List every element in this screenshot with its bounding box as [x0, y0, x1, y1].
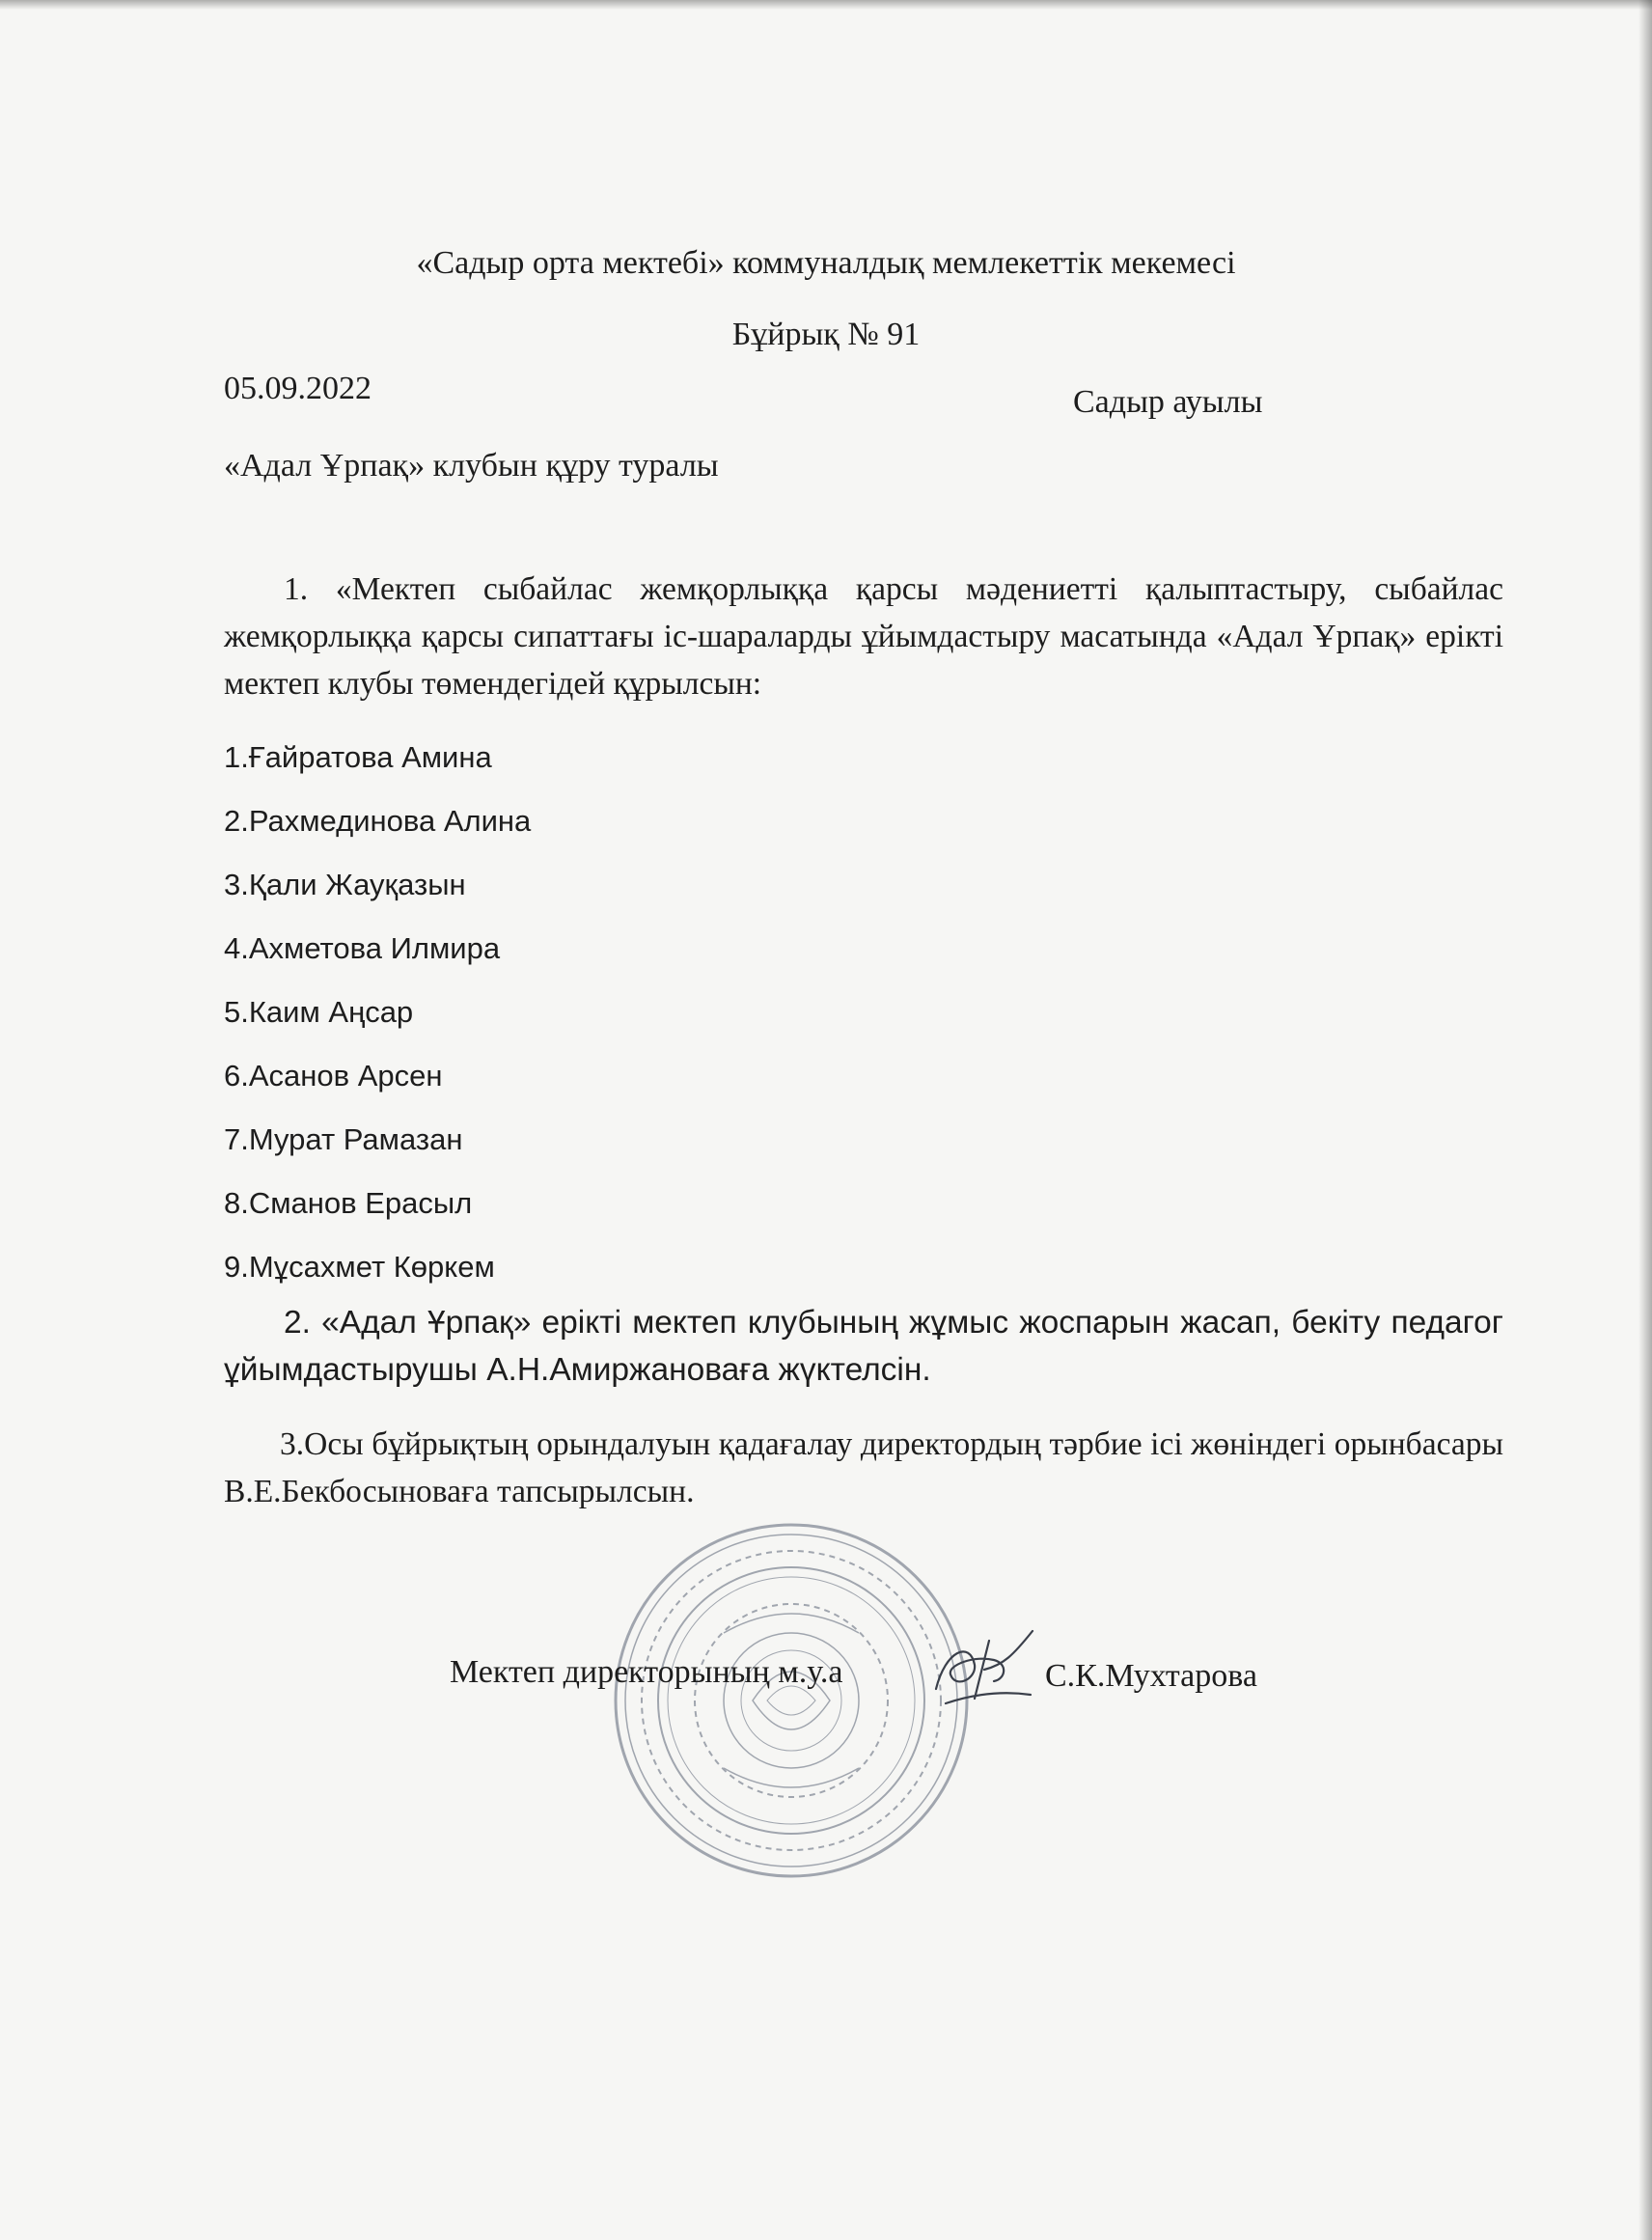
paragraph-2: 2. «Адал Ұрпақ» ерікті мектеп клубының жұмыс жоспарын жасап, бекіту педагог ұйымдастырушы А.Н.Амиржановаға жүктелсін. [224, 1305, 1503, 1388]
signature-icon [917, 1621, 1042, 1718]
order-date: 05.09.2022 [224, 371, 372, 406]
list-item: 2.Рахмединова Алина [224, 804, 532, 838]
list-item: 1.Ғайратова Амина [224, 740, 492, 774]
list-item: 8.Сманов Ерасыл [224, 1186, 473, 1220]
order-number: Бұйрық № 91 [731, 317, 921, 352]
order-place: Садыр ауылы [1073, 384, 1263, 420]
list-item: 9.Мұсахмет Көркем [224, 1250, 495, 1284]
order-subject: «Адал Ұрпақ» клубын құру туралы [224, 448, 719, 484]
paragraph-1: 1. «Мектеп сыбайлас жемқорлыққа қарсы мәдениетті қалыптастыру, сыбайлас жемқорлыққа қарсы сипаттағы іс-шараларды ұйымдастыру масатында «Адал Ұрпақ» ерікті мектеп клубы төмендегідей құрылсын: [224, 571, 1503, 702]
list-item: 3.Қали Жауқазын [224, 868, 466, 901]
signatory-title: Мектеп директорының м.у.а [450, 1654, 843, 1690]
page-shadow-top [0, 0, 1652, 10]
organization-title: «Садыр орта мектебі» коммуналдық мемлекеттік мекемесі [416, 245, 1236, 281]
paragraph-3: 3.Осы бұйрықтың орындалуын қадағалау директордың тәрбие ісі жөніндегі орынбасары В.Е.Бекбосыноваға тапсырылсын. [224, 1426, 1503, 1509]
list-item: 6.Асанов Арсен [224, 1059, 443, 1092]
list-item: 4.Ахметова Илмира [224, 931, 501, 965]
list-item: 5.Каим Аңсар [224, 995, 414, 1029]
member-list [224, 726, 531, 1299]
signatory-name: С.К.Мухтарова [1045, 1658, 1257, 1694]
list-item: 7.Мурат Рамазан [224, 1122, 463, 1156]
